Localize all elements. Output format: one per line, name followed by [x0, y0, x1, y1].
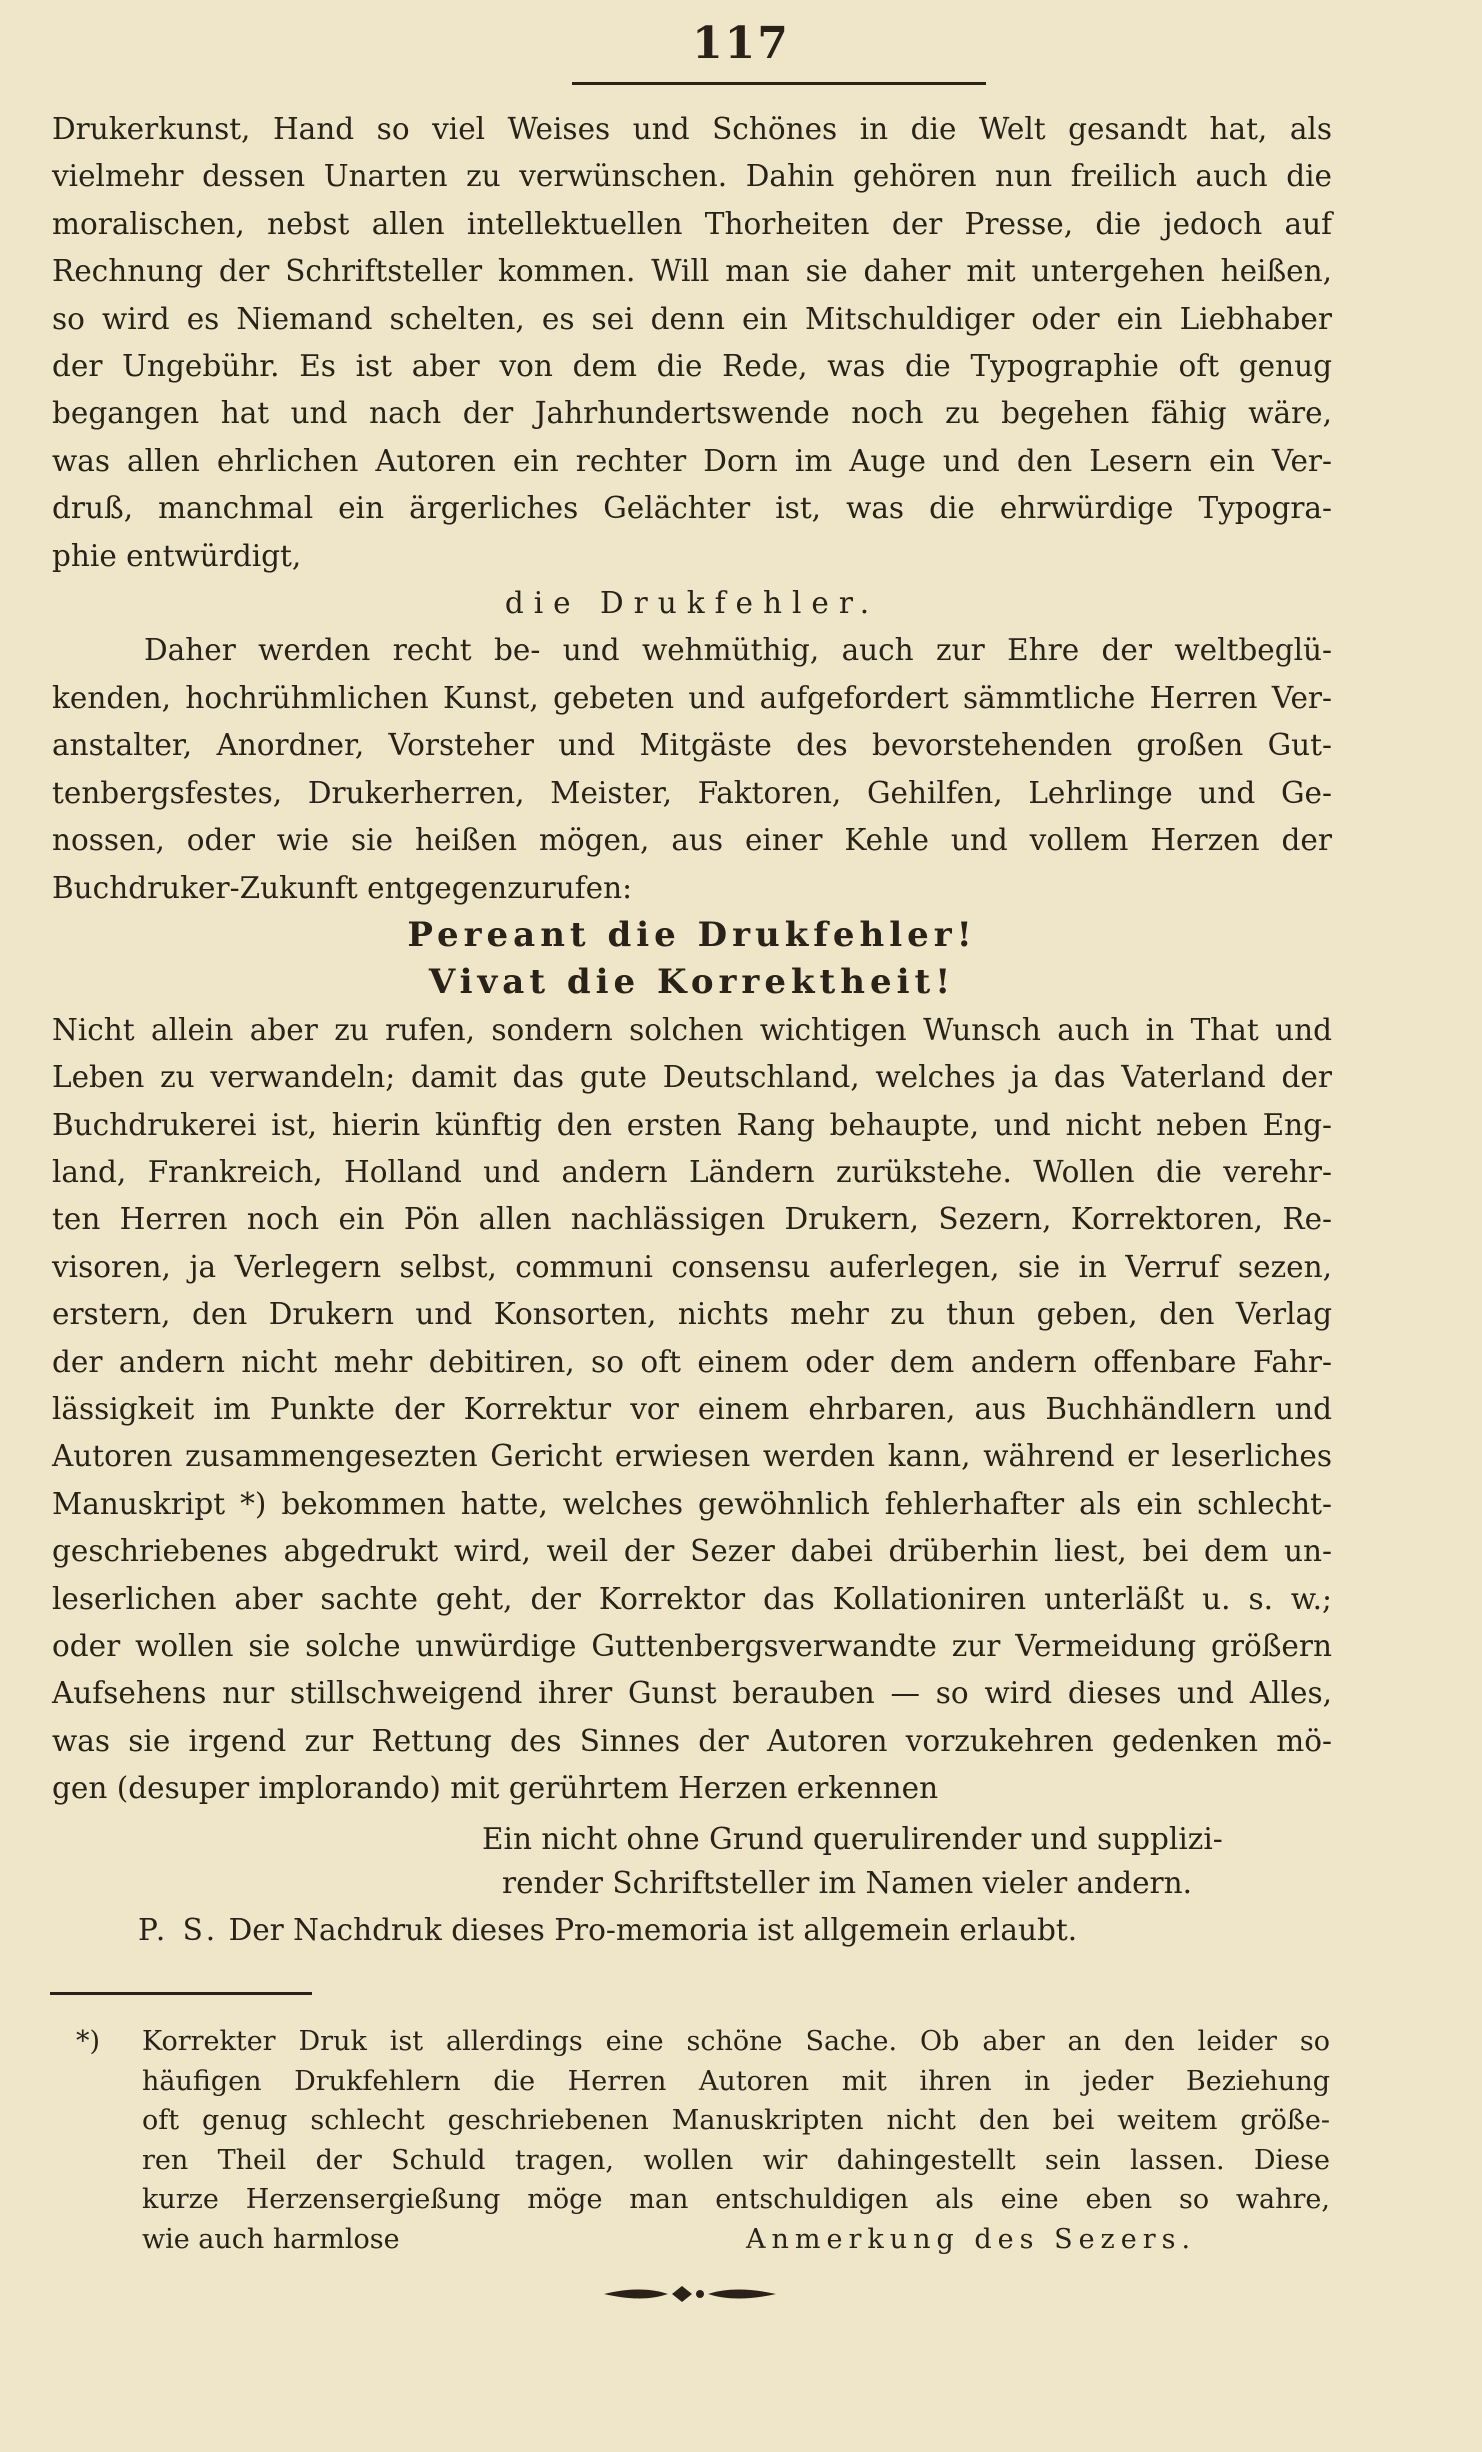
text-line: was allen ehrlichen Autoren ein rechter Dorn im Auge und den Lesern ein Ver- [52, 443, 1332, 478]
text-line: begangen hat und nach der Jahrhundertswende noch zu begehen fähig wäre, [52, 396, 1332, 431]
footnote-line: ren Theil der Schuld tragen, wollen wir dahingestellt sein lassen. Diese [142, 2144, 1330, 2176]
text-line: nossen, oder wie sie heißen mögen, aus einer Kehle und vollem Herzen der [52, 823, 1332, 858]
text-line: anstalter, Anordner, Vorsteher und Mitgäste des bevorstehenden großen Gut- [52, 728, 1332, 763]
footnote [76, 2022, 1330, 2259]
signature-line: render Schriftsteller im Namen vieler andern. [502, 1865, 1193, 1900]
footnote-last-line [142, 2220, 1330, 2260]
text-line: moralischen, nebst allen intellektuellen Thorheiten der Presse, die jedoch auf [52, 206, 1332, 241]
text-line: erstern, den Drukern und Konsorten, nichts mehr zu thun geben, den Verlag [52, 1297, 1332, 1332]
motto-vivat: Vivat die Korrektheit! [428, 962, 956, 1003]
text-line: geschriebenes abgedrukt wird, weil der Sezer dabei drüberhin liest, bei dem un- [52, 1534, 1332, 1569]
text-line: Aufsehens nur stillschweigend ihrer Gunst berauben — so wird dieses und Alles, [52, 1676, 1332, 1711]
footnote-rule [50, 1992, 312, 1995]
page-number: 117 [692, 18, 790, 69]
signature [52, 1817, 1332, 1905]
text-line: was sie irgend zur Rettung des Sinnes der Autoren vorzukehren gedenken mö- [52, 1723, 1332, 1758]
text-line: land, Frankreich, Holland und andern Ländern zurükstehe. Wollen die verehr- [52, 1154, 1332, 1189]
main-text [52, 106, 1332, 1954]
footnote-line: Korrekter Druk ist allerdings eine schöne Sache. Ob aber an den leider so [142, 2026, 1330, 2057]
footnote-line: oft genug schlecht geschriebenen Manuskripten nicht den bei weitem größe- [142, 2105, 1330, 2136]
text-line: Buchdrukerei ist, hierin künftig den ersten Rang behaupte, und nicht neben Eng- [52, 1107, 1332, 1142]
text-line: gen (desuper implorando) mit gerührtem Herzen erkennen [52, 1771, 939, 1806]
header-rule [572, 82, 986, 85]
text-line: Nicht allein aber zu rufen, sondern solchen wichtigen Wunsch auch in That und [52, 1012, 1332, 1047]
ps-text: Der Nachdruk dieses Pro-memoria ist allgemein erlaubt. [228, 1912, 1078, 1947]
text-line: Buchdruker-Zukunft entgegenzurufen: [52, 870, 633, 905]
text-line: kenden, hochrühmlichen Kunst, gebeten und aufgefordert sämmtliche Herren Ver- [52, 680, 1332, 715]
postscript [52, 1907, 1332, 1954]
text-line: druß, manchmal ein ärgerliches Gelächter ist, was die ehrwürdige Typogra- [52, 491, 1332, 526]
paragraph-1 [52, 106, 1332, 580]
paragraph-3 [52, 1007, 1332, 1813]
text-line: Drukerkunst, Hand so viel Weises und Schönes in die Welt gesandt hat, als [52, 112, 1332, 146]
footnote-text [76, 2022, 1330, 2259]
text-line: Daher werden recht be- und wehmüthig, auch zur Ehre der weltbeglü- [144, 633, 1332, 668]
signature-line: Ein nicht ohne Grund querulirender und supplizi- [482, 1821, 1223, 1856]
text-line: Rechnung der Schriftsteller kommen. Will man sie daher mit untergehen heißen, [52, 254, 1332, 289]
footnote-line: kurze Herzensergießung möge man entschuldigen als eine eben so wahre, [142, 2184, 1330, 2215]
text-line: der Ungebühr. Es ist aber von dem die Rede, was die Typographie oft genug [52, 349, 1332, 384]
text-line: phie entwürdigt, [52, 538, 302, 573]
text-line: so wird es Niemand schelten, es sei denn ein Mitschuldiger oder ein Liebhaber [52, 301, 1332, 336]
text-line: der andern nicht mehr debitiren, so oft einem oder dem andern offenbare Fahr- [52, 1344, 1332, 1379]
text-line: visoren, ja Verlegern selbst, communi consensu auferlegen, sie in Verruf sezen, [52, 1249, 1332, 1284]
paragraph-2 [52, 627, 1332, 911]
text-line: Leben zu verwandeln; damit das gute Deutschland, welches ja das Vaterland der [52, 1060, 1332, 1095]
text-line: lässigkeit im Punkte der Korrektur vor einem ehrbaren, aus Buchhändlern und [52, 1391, 1332, 1426]
footnote-attribution: Anmerkung des Sezers. [746, 2223, 1197, 2255]
text-line: oder wollen sie solche unwürdige Guttenbergsverwandte zur Vermeidung größern [52, 1629, 1332, 1663]
tailpiece-ornament-icon [600, 2282, 780, 2306]
section-heading: die Drukfehler. [504, 586, 880, 621]
text-line: ten Herren noch ein Pön allen nachlässigen Drukern, Sezern, Korrektoren, Re- [52, 1202, 1332, 1237]
text-line: leserlichen aber sachte geht, der Korrektor das Kollationiren unterläßt u. s. w.; [52, 1581, 1332, 1616]
text-line: vielmehr dessen Unarten zu verwünschen. Dahin gehören nun freilich auch die [52, 159, 1332, 194]
text-line: Autoren zusammengesezten Gericht erwiesen werden kann, während er leserliches [52, 1439, 1332, 1474]
ps-label: P. S. [138, 1912, 220, 1947]
footnote-line-end: wie auch harmlose [142, 2223, 400, 2255]
footnote-marker: *) [76, 2026, 101, 2057]
text-line: Manuskript *) bekommen hatte, welches gewöhnlich fehlerhafter als ein schlecht- [52, 1486, 1332, 1521]
motto-pereant: Pereant die Drukfehler! [407, 914, 977, 955]
footnote-line: häufigen Drukfehlern die Herren Autoren mit ihren in jeder Beziehung [142, 2065, 1330, 2097]
text-line: tenbergsfestes, Drukerherren, Meister, Faktoren, Gehilfen, Lehrlinge und Ge- [52, 775, 1332, 810]
